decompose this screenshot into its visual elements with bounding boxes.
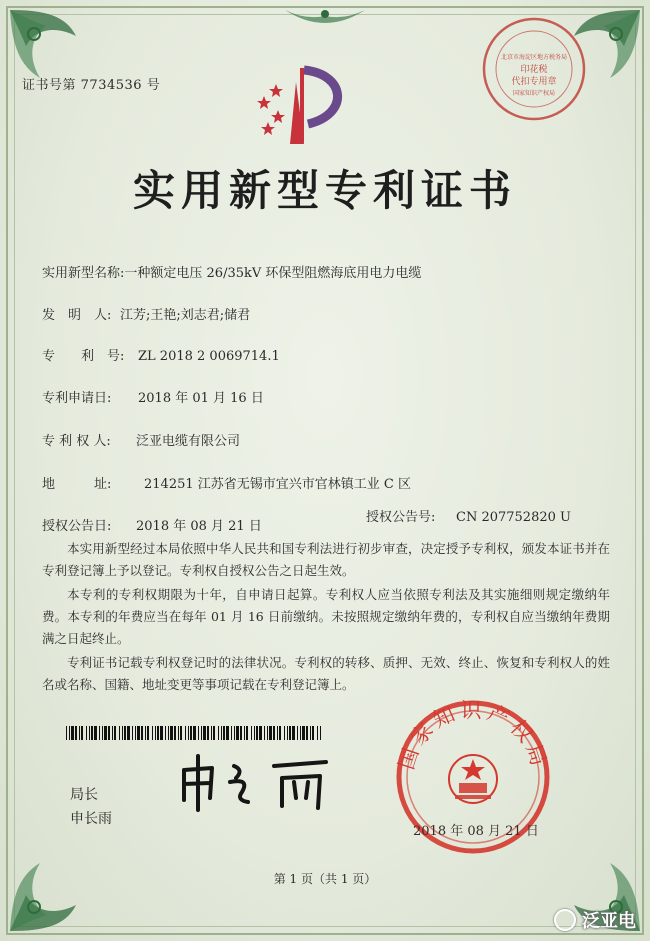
grant-announce-date-row [42,515,262,534]
tax-stamp-line-4: 国家知识产权局 [512,90,555,97]
filing-date-row [42,387,264,406]
grant-announce-no-label: 授权公告号: [366,510,436,525]
patentee-label: 专 利 权 人: [42,434,111,449]
utility-name-value: 一种额定电压 26/35kV 环保型阻燃海底用电力电缆 [124,266,422,281]
filing-date-value: 2018 年 01 月 16 日 [138,391,264,406]
address-value: 214251 江苏省无锡市宜兴市官林镇工业 C 区 [144,477,411,492]
tax-stamp-line-1: 北京市海淀区地方税务局 [500,54,567,61]
handwritten-signature [170,748,340,818]
watermark [554,907,636,933]
certificate-number [22,74,160,93]
address-label: 地 址: [42,477,112,492]
patentee-row [42,430,240,449]
filing-date-label: 专利申请日: [42,391,112,406]
address-row [42,473,411,492]
inventor-value: 江芳;王艳;刘志君;储君 [120,308,251,323]
tax-stamp-line-3: 代扣专用章 [511,77,557,87]
patent-office-logo [250,62,354,148]
patent-no-row [42,345,280,364]
patent-no-label: 专 利 号: [42,349,125,364]
certificate-number-suffix: 号 [146,78,161,93]
patent-no-value: ZL 2018 2 0069714.1 [138,349,280,364]
tax-stamp-line-2: 印花税 [520,65,548,75]
inventor-label: 发 明 人: [42,308,112,323]
top-ornament [275,6,375,32]
grant-announce-no-row [366,506,571,525]
grant-announce-date-value: 2018 年 08 月 21 日 [136,519,262,534]
seal-date: 2018 年 08 月 21 日 [413,824,539,839]
wechat-icon [554,909,576,931]
certificate-number-value: 7734536 [80,78,143,93]
paragraph-legal-status: 专利证书记载专利权登记时的法律状况。专利权的转移、质押、无效、终止、恢复和专利权人的姓名或名称、国籍、地址变更等事项记载在专利登记簿上。 [42,655,610,692]
utility-name-label: 实用新型名称: [42,266,125,281]
seal-text: 国家知识产权局 [394,698,552,773]
director-title: 局长 [70,787,98,803]
barcode [66,726,321,740]
grant-announce-date-label: 授权公告日: [42,519,112,534]
grant-announce-no-value: CN 207752820 U [456,510,571,525]
page-number: 第 1 页（共 1 页） [273,872,377,886]
tax-stamp-text [498,52,570,100]
watermark-text: 泛亚电 [582,911,636,932]
director-name: 申长雨 [70,811,112,827]
inventor-row [42,304,250,323]
paragraph-term: 本专利的专利权期限为十年，自申请日起算。专利权人应当依照专利法及其实施细则规定缴纳年费。本专利的年费应当在每年 01 月 16 日前缴纳。未按照规定缴纳年费的，专利权自应当缴纳年费期满之日起终止。 [42,587,610,646]
certificate-title: 实用新型专利证书 [132,166,517,215]
utility-name-row [42,262,421,281]
paragraph-grant: 本实用新型经过本局依照中华人民共和国专利法进行初步审查，决定授予专利权，颁发本证书并在专利登记簿上予以登记。专利权自授权公告之日起生效。 [42,541,610,578]
certificate-number-label: 证书号第 [22,78,77,93]
corner-ornament [6,845,96,935]
patentee-value: 泛亚电缆有限公司 [136,434,241,449]
